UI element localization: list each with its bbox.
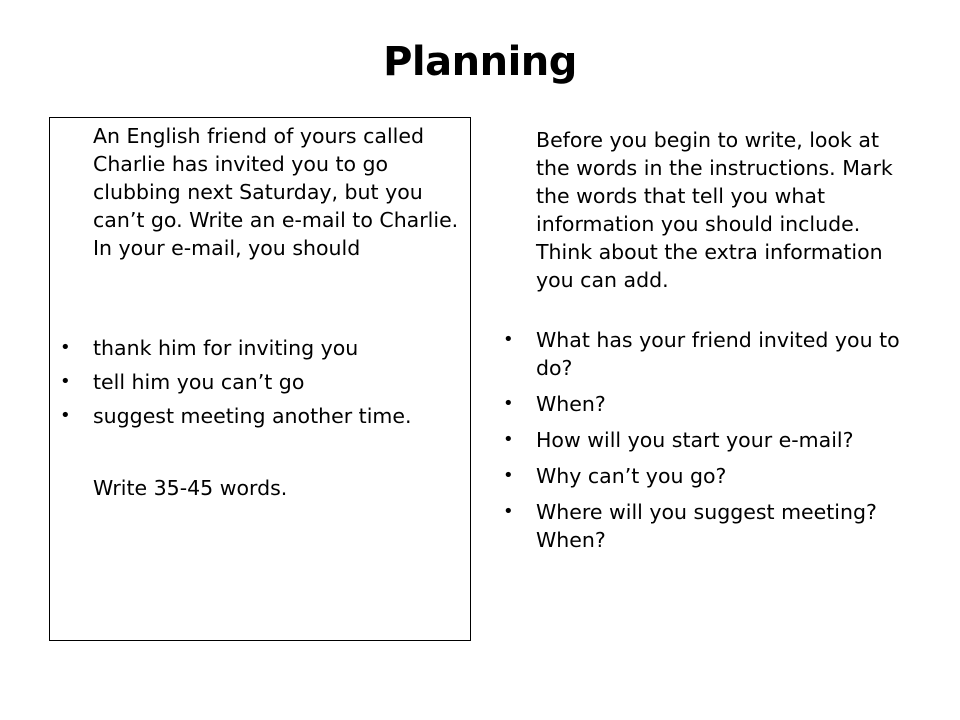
bullet-icon: • bbox=[503, 465, 514, 486]
task-bullet-text: thank him for inviting you bbox=[93, 336, 359, 360]
task-bullet-text: tell him you can’t go bbox=[93, 370, 305, 394]
bullet-icon: • bbox=[503, 429, 514, 450]
planning-question-item bbox=[503, 498, 923, 554]
planning-question-item bbox=[503, 426, 923, 454]
planning-question-text: What has your friend invited you to do? bbox=[536, 328, 900, 380]
task-prompt: An English friend of yours called Charlie has invited you to go clubbing next Saturday, but you can’t go. Write an e-mail to Charlie. In your e-mail, you should bbox=[93, 124, 459, 260]
bullet-icon: • bbox=[60, 371, 71, 392]
planning-question-item bbox=[503, 462, 923, 490]
bullet-icon: • bbox=[503, 501, 514, 522]
planning-intro: Before you begin to write, look at the words in the instructions. Mark the words that tell you what information you should include. Think about the extra information you can add. bbox=[536, 128, 893, 292]
task-bullet-text: suggest meeting another time. bbox=[93, 404, 412, 428]
planning-question-item bbox=[503, 390, 923, 418]
task-bullet-item bbox=[60, 402, 470, 430]
slide-title: Planning bbox=[383, 39, 577, 85]
planning-question-text: Where will you suggest meeting? When? bbox=[536, 500, 877, 552]
bullet-icon: • bbox=[503, 329, 514, 350]
planning-question-text: How will you start your e-mail? bbox=[536, 428, 854, 452]
planning-question-text: When? bbox=[536, 392, 606, 416]
bullet-icon: • bbox=[503, 393, 514, 414]
task-bullet-item bbox=[60, 334, 470, 362]
planning-question-text: Why can’t you go? bbox=[536, 464, 727, 488]
bullet-icon: • bbox=[60, 337, 71, 358]
task-bullet-item bbox=[60, 368, 470, 396]
task-bullet-list bbox=[60, 334, 470, 436]
planning-question-list bbox=[503, 326, 923, 562]
word-count-instruction: Write 35-45 words. bbox=[93, 476, 288, 500]
planning-question-item bbox=[503, 326, 923, 382]
bullet-icon: • bbox=[60, 405, 71, 426]
